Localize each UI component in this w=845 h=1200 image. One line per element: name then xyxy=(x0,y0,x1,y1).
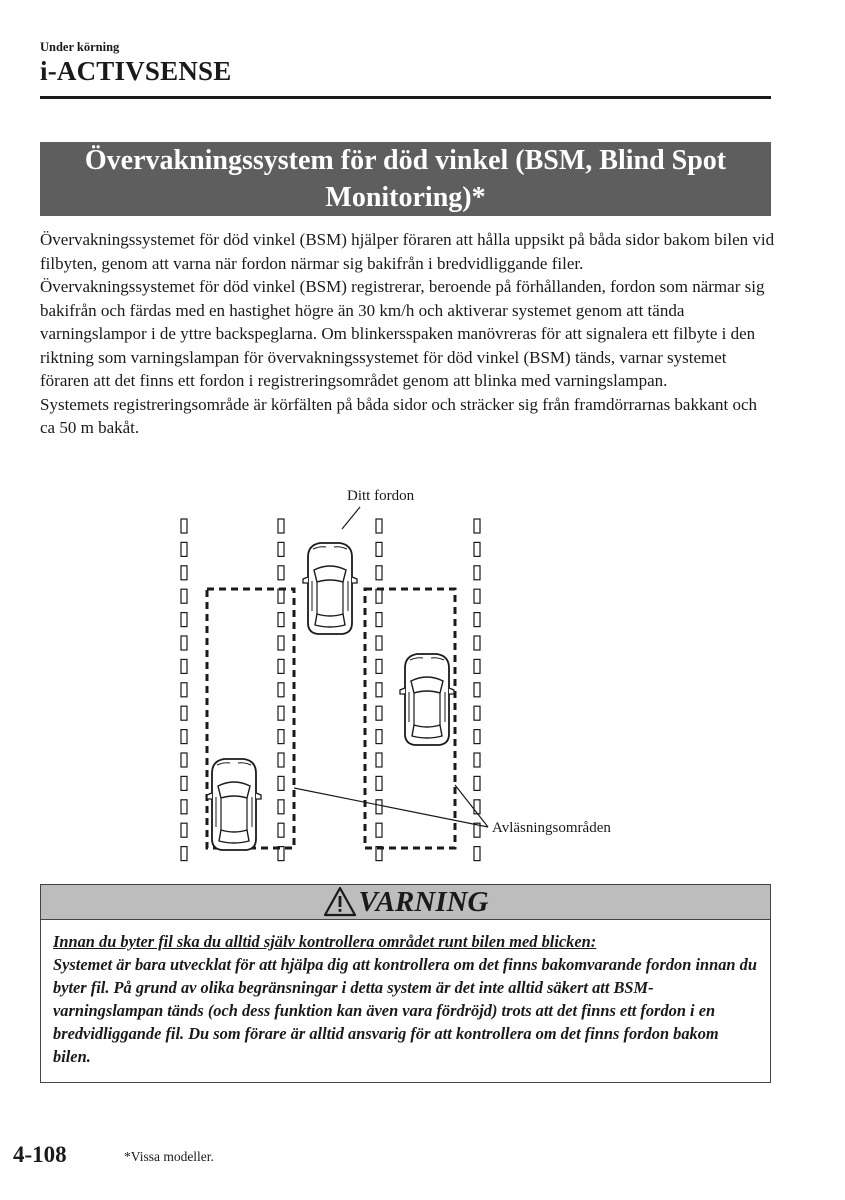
lane-marker xyxy=(376,613,382,627)
lane-marker xyxy=(376,730,382,744)
lane-marker xyxy=(278,683,284,697)
lane-marker xyxy=(474,566,480,580)
lane-marker xyxy=(474,776,480,790)
section-heading xyxy=(40,142,771,216)
car-3 xyxy=(207,759,261,850)
lane-marker xyxy=(278,730,284,744)
lane-marker xyxy=(376,706,382,720)
lane-marker xyxy=(376,753,382,767)
lane-marker xyxy=(278,776,284,790)
footnote: *Vissa modeller. xyxy=(124,1149,214,1164)
lane-marker xyxy=(474,519,480,533)
lane-marker xyxy=(278,613,284,627)
lane-marker xyxy=(278,542,284,556)
lane-marker xyxy=(376,589,382,603)
lane-marker xyxy=(181,683,187,697)
lane-marker xyxy=(474,613,480,627)
lane-marker xyxy=(376,636,382,650)
lane-marker xyxy=(376,659,382,673)
lane-marker xyxy=(181,730,187,744)
section-heading-line1: Övervakningssystem för död vinkel (BSM, Blind Spot xyxy=(84,145,727,176)
lane-marker xyxy=(278,659,284,673)
chapter-title: i-ACTIVSENSE xyxy=(40,56,232,86)
lane-marker xyxy=(181,636,187,650)
lane-marker xyxy=(181,800,187,814)
lane-marker xyxy=(474,753,480,767)
bsm-diagram xyxy=(170,485,640,865)
lane-marker xyxy=(181,847,187,861)
lane-marker xyxy=(181,519,187,533)
paragraph-2: Övervakningssystemet för död vinkel (BSM) registrerar, beroende på förhållanden, fordon som närmar sig bakifrån och färdas med en hastighet högre än 30 km/h och aktiverar systemet genom att tända varningslampor i de yttre backspeglarna. Om blinkersspaken manövreras för att signalera ett filbyte i den riktning som varningslampan för övervakningssystemet för död vinkel (BSM) tänds, varnar systemet föraren att det finns ett fordon i registreringsområdet genom att blinka med varningslampan. xyxy=(40,277,765,390)
lane-marker xyxy=(376,542,382,556)
page-number: 4-108 xyxy=(13,1142,67,1167)
lane-marker xyxy=(376,683,382,697)
car-2 xyxy=(400,654,454,745)
lane-marker xyxy=(376,566,382,580)
warning-text: Systemet är bara utvecklat för att hjälpa dig att kontrollera om det finns bakomvarande fordon innan du byter fil. På grund av olika begränsningar i detta system är det inte alltid säkert att BSM-varningslampan tänds (och dess funktion kan även vara fördröjd) trots att det finns ett fordon i en bredvidliggande fil. Du som förare är alltid ansvarig för att kontrollera om det finns fordon bakom bilen. xyxy=(53,955,757,1066)
lane-marker xyxy=(278,800,284,814)
bsm-diagram-svg xyxy=(170,485,640,865)
warning-title: VARNING xyxy=(358,885,489,918)
section-heading-line2: Monitoring)* xyxy=(325,182,486,213)
lane-marker xyxy=(474,589,480,603)
lane-marker xyxy=(376,519,382,533)
lane-marker xyxy=(278,589,284,603)
body-text xyxy=(40,228,775,440)
leader-line-vehicle xyxy=(342,507,360,529)
warning-lead: Innan du byter fil ska du alltid själv kontrollera området runt bilen med blicken: xyxy=(53,932,597,951)
leader-line-zone-right xyxy=(455,785,488,827)
lane-marker xyxy=(376,800,382,814)
lane-marker xyxy=(181,613,187,627)
lane-marker xyxy=(278,753,284,767)
label-your-vehicle: Ditt fordon xyxy=(347,488,415,504)
leader-line-zone-left xyxy=(294,788,488,827)
lane-marker xyxy=(376,823,382,837)
lane-marker xyxy=(278,823,284,837)
warning-triangle-icon xyxy=(323,886,357,918)
lane-marker xyxy=(474,542,480,556)
lane-marker xyxy=(376,776,382,790)
warning-body xyxy=(41,920,770,1068)
lane-marker xyxy=(181,823,187,837)
lane-marker xyxy=(181,589,187,603)
header-rule xyxy=(40,96,771,99)
lane-marker xyxy=(474,800,480,814)
lane-marker xyxy=(474,636,480,650)
paragraph-3: Systemets registreringsområde är körfälten på båda sidor och sträcker sig från framdörrarnas bakkant och ca 50 m bakåt. xyxy=(40,394,758,437)
warning-header xyxy=(41,885,770,920)
lane-marker xyxy=(181,542,187,556)
lane-marker xyxy=(278,519,284,533)
warning-box xyxy=(40,884,771,1083)
lane-marker xyxy=(474,683,480,697)
lane-marker xyxy=(181,566,187,580)
lane-marker xyxy=(278,566,284,580)
label-detection-zones: Avläsningsområden xyxy=(492,820,611,836)
lane-marker xyxy=(278,706,284,720)
car-1 xyxy=(303,543,357,634)
paragraph-1: Övervakningssystemet för död vinkel (BSM) hjälper föraren att hålla uppsikt på båda sidor bakom bilen vid filbyten, genom att varna när fordon närmar sig bakifrån i bredvidliggande filer. xyxy=(40,230,775,273)
lane-marker xyxy=(474,706,480,720)
lane-marker xyxy=(474,847,480,861)
lane-marker xyxy=(181,659,187,673)
lane-marker xyxy=(181,776,187,790)
lane-marker xyxy=(474,659,480,673)
lane-marker xyxy=(278,636,284,650)
lane-marker xyxy=(181,706,187,720)
lane-marker xyxy=(181,753,187,767)
section-label: Under körning xyxy=(40,40,120,54)
lane-marker xyxy=(474,730,480,744)
